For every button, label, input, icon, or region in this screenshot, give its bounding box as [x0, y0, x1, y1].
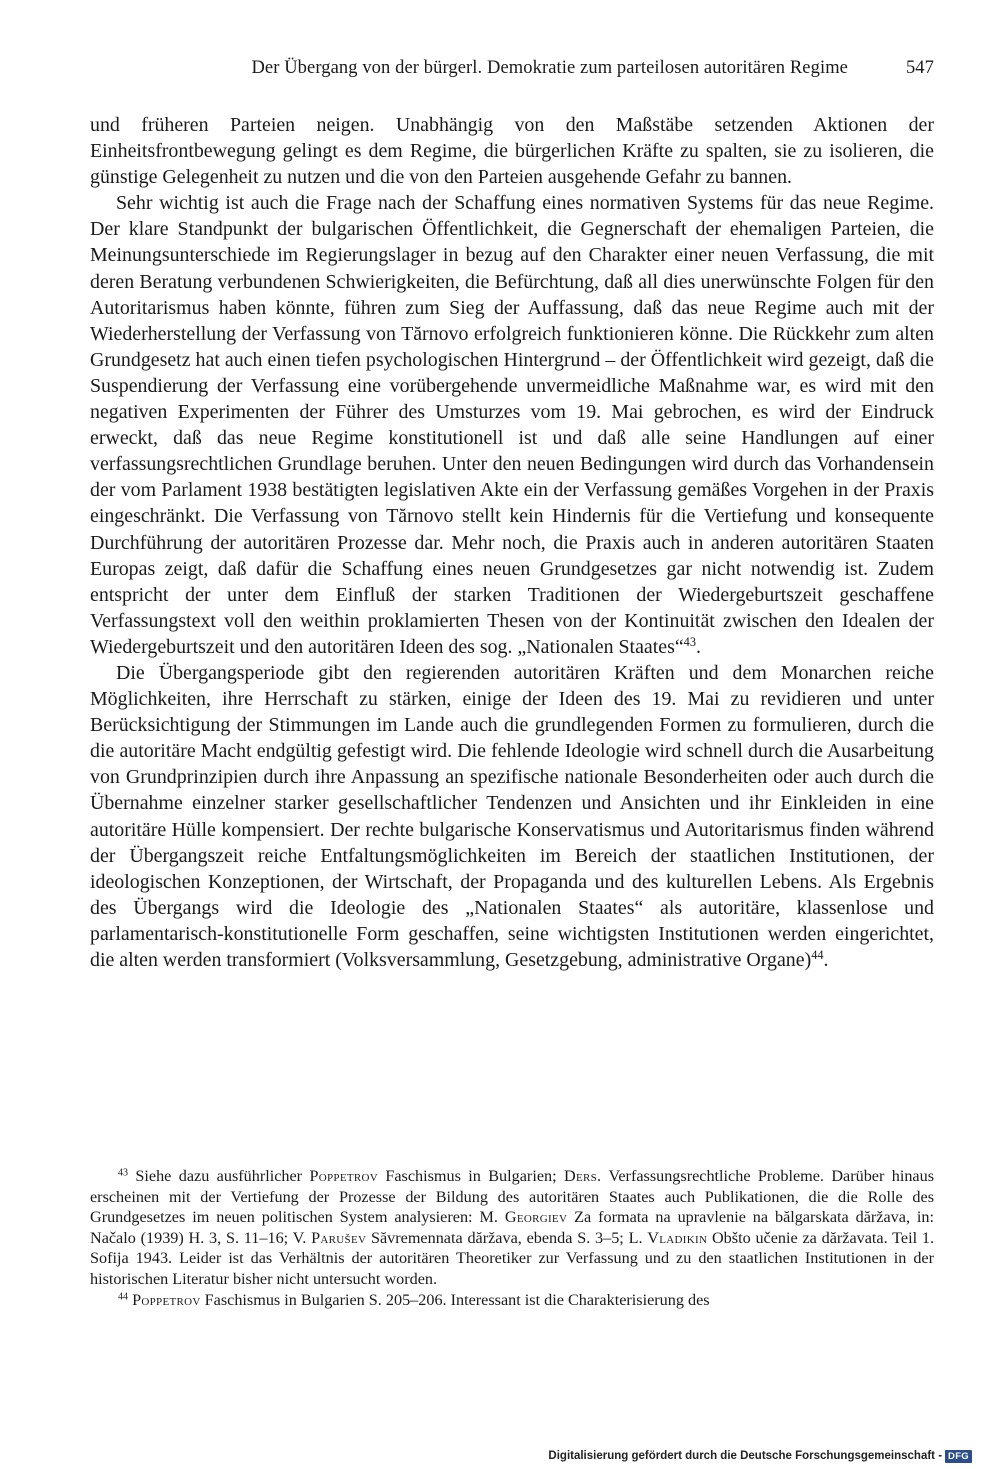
footnote-text: Obšto učenie za dăržavata. Teil 1. Sofija 1943. Leider ist das Verhältnis der autoritären Theoretiker zur Verfassung und zu den staatlichen Institutionen in der historischen Literatur bisher nicht untersucht worden.	[90, 1228, 934, 1288]
footnote-text: Săvremennata dăržava, ebenda S. 3–5; L.	[366, 1228, 648, 1247]
paragraph-2-text: Sehr wichtig ist auch die Frage nach der Schaffung eines normativen Systems für das neue Regime. Der klare Standpunkt der bulgarischen Öffentlichkeit, die Gegnerschaft der ehemaligen Parteien, die Meinungsunterschiede im Regierungslager in bezug auf den Charakter einer neuen Verfassung, die mit deren Beratung verbundenen Schwierigkeiten, die Befürchtung, daß all dies unerwünschte Folgen für den Autoritarismus haben könnte, führen zum Sieg der Auffassung, daß das neue Regime auch mit der Wiederherstellung der Verfassung von Tărnovo erfolgreich funktionieren könne. Die Rückkehr zum alten Grundgesetz hat auch einen tiefen psychologischen Hintergrund – der Öffentlichkeit wird gezeigt, daß die Suspendierung der Verfassung eine vorübergehende unvermeidliche Maßnahme war, es wird mit den negativen Experimenten der Führer des Umsturzes vom 19. Mai gebrochen, es wird der Eindruck erweckt, daß das neue Regime konstitutionell ist und daß alle seine Handlungen auf einer verfassungsrechtlichen Grundlage beruhen. Unter den neuen Bedingungen wird durch das Vorhandensein der vom Parlament 1938 bestätigten legislativen Akte ein der Verfassung gemäßes Vorgehen in der Praxis eingeschränkt. Die Verfassung von Tărnovo stellt kein Hindernis für die Vertiefung und konsequente Durchführung der autoritären Prozesse dar. Mehr noch, die Praxis auch in anderen autoritären Staaten Europas zeigt, daß dafür die Schaffung eines neuen Grundgesetzes gar nicht notwendig ist. Zudem entspricht der unter dem Einfluß der starken Traditionen der Wiedergeburtszeit geschaffene Verfassungstext voll den weithin proklamierten Thesen von der Kontinuität zwischen den Idealen der Wiedergeburtszeit und den autoritären Ideen des sog. „Nationalen Staates“	[90, 192, 934, 658]
main-text	[90, 112, 934, 973]
paragraph-3	[90, 660, 934, 973]
dfg-logo: DFG	[945, 1450, 972, 1463]
footnote-text: Faschismus in Bulgarien;	[378, 1167, 564, 1185]
author-name: Poppetrov	[309, 1167, 378, 1185]
footnote-text: Siehe dazu ausführlicher	[128, 1167, 310, 1185]
author-name: Georgiev	[504, 1208, 568, 1227]
credit-text: Digitalisierung gefördert durch die Deutsche Forschungsgemeinschaft -	[548, 1450, 943, 1462]
author-name: Ders.	[563, 1167, 602, 1185]
author-name: Poppetrov	[132, 1290, 201, 1309]
footnote-ref-44[interactable]: 44	[811, 948, 824, 963]
author-name: Vladikin	[647, 1228, 708, 1247]
paragraph-3-end: .	[823, 949, 829, 971]
paragraph-3-text: Die Übergangsperiode gibt den regierenden autoritären Kräften und dem Monarchen reiche Möglichkeiten, ihre Herrschaft zu stärken, einige der Ideen des 19. Mai zu revidieren und unter Berücksichtigung der Stimmungen im Lande auch die grundlegenden Formen zu formulieren, durch die die autoritäre Macht endgültig gefestigt wird. Die fehlende Ideologie wird schnell durch die Ausarbeitung von Grundprinzipien durch ihre Anpassung an spezifische nationale Besonderheiten oder auch durch die Übernahme einzelner starker gesellschaftlicher Tendenzen und Ansichten und ihr Einkleiden in eine autoritäre Hülle kompensiert. Der rechte bulgarische Konservatismus und Autoritarismus finden während der Übergangszeit reiche Entfaltungsmöglichkeiten im Bereich der staatlichen Institutionen, der ideologischen Konzeptionen, der Wirtschaft, der Propaganda und des kulturellen Lebens. Als Ergebnis des Übergangs wird die Ideologie des „Nationalen Staates“ als autoritäre, klassenlose und parlamentarisch-konstitutionelle Form geschaffen, seine wichtigsten Institutionen werden eingerichtet, die alten werden transformiert (Volksversammlung, Gesetzgebung, administrative Organe)	[90, 661, 934, 971]
footnote-text: Verfassungsrechtliche Probleme. Darüber hinaus erscheinen mit der Vertiefung der Prozesse der Bildung des autoritären Staates auch Publikationen, die die Rolle des Grundgesetzes im neuen politischen System analysieren: M.	[90, 1167, 935, 1227]
paragraph-2	[90, 190, 934, 660]
paragraph-2-end: .	[696, 635, 701, 658]
footnote-ref-43[interactable]: 43	[683, 635, 696, 650]
page-number: 547	[905, 58, 934, 78]
running-header	[90, 58, 934, 84]
footnote-44	[90, 1290, 934, 1311]
paragraph-1	[90, 112, 934, 190]
footnote-text: Faschismus in Bulgarien S. 205–206. Interessant ist die Charakterisierung des	[200, 1290, 710, 1309]
author-name: Parušev	[311, 1228, 367, 1247]
footnote-number: 43	[118, 1167, 129, 1179]
footnote-text: Za formata na upravlenie na bălgarskata dăržava, in: Načalo (1939) H. 3, S. 11–16; V.	[90, 1208, 934, 1247]
digitization-credit	[548, 1448, 972, 1464]
footnote-43	[90, 1166, 934, 1290]
footnote-number: 44	[118, 1291, 129, 1303]
running-title: Der Übergang von der bürgerl. Demokratie zum parteilosen autoritären Regime	[251, 58, 848, 78]
footnotes	[90, 1166, 934, 1310]
paragraph-1-text: und früheren Parteien neigen. Unabhängig von den Maßstäbe setzenden Aktionen der Einheitsfrontbewegung gelingt es dem Regime, die bürgerlichen Kräfte zu spalten, sie zu isolieren, die günstige Gelegenheit zu nutzen und die von den Parteien ausgehende Gefahr zu bannen.	[90, 114, 934, 189]
